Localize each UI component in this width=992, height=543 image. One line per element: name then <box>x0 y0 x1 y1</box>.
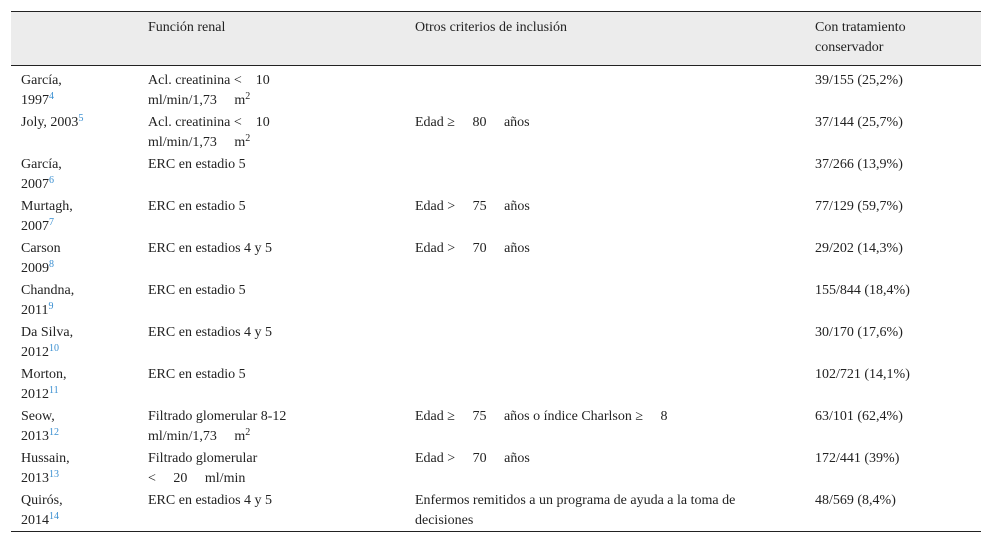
cell-tratamiento: 77/129 (59,7%) <box>815 199 903 214</box>
reference-link[interactable]: 9 <box>48 301 54 312</box>
cell-tratamiento: 29/202 (14,3%) <box>815 241 903 256</box>
study-name: Chandna, <box>21 283 75 298</box>
study-year: 2013 <box>21 471 49 486</box>
cell-tratamiento: 102/721 (14,1%) <box>815 367 910 382</box>
header-study <box>11 12 138 66</box>
otros-line1: Enfermos remitidos a un programa de ayuda a la toma de <box>415 493 736 508</box>
cell-otros-criterios <box>405 237 805 279</box>
study-name: Hussain, <box>21 451 70 466</box>
renal-line1: Filtrado glomerular <box>148 451 258 466</box>
inclusion-criteria-table-wrap <box>11 11 981 532</box>
header-tratamiento-conservador <box>805 12 981 66</box>
reference-link[interactable]: 5 <box>78 113 84 124</box>
study-name: García, <box>21 157 62 172</box>
header-funcion-renal: Función renal <box>138 12 405 66</box>
study-year: 2012 <box>21 345 49 360</box>
renal-line1: ERC en estadio 5 <box>148 283 246 298</box>
renal-line1: ERC en estadios 4 y 5 <box>148 325 273 340</box>
cell-otros-criterios <box>405 447 805 489</box>
cell-tratamiento: 37/266 (13,9%) <box>815 157 903 172</box>
unit-superscript: 2 <box>245 427 251 438</box>
renal-line2: ml/min/1,73 m <box>148 429 246 444</box>
study-year: 2011 <box>21 303 49 318</box>
cell-otros-criterios <box>405 363 805 405</box>
study-name: Joly, 2003 <box>21 115 79 130</box>
cell-otros-criterios <box>405 153 805 195</box>
renal-line1: Acl. creatinina < 10 <box>148 115 270 130</box>
cell-funcion-renal <box>138 195 405 237</box>
study-name: Da Silva, <box>21 325 74 340</box>
reference-link[interactable]: 4 <box>49 91 54 102</box>
reference-link[interactable]: 11 <box>49 385 59 396</box>
cell-study <box>11 237 138 279</box>
reference-link[interactable]: 13 <box>49 469 59 480</box>
study-year: 2014 <box>21 513 49 528</box>
cell-funcion-renal <box>138 405 405 447</box>
cell-otros-criterios <box>405 66 805 112</box>
renal-line1: ERC en estadio 5 <box>148 367 246 382</box>
unit-superscript: 2 <box>245 91 251 102</box>
cell-tratamiento: 63/101 (62,4%) <box>815 409 903 424</box>
reference-link[interactable]: 6 <box>49 175 54 186</box>
table-row <box>11 279 981 321</box>
cell-study <box>11 279 138 321</box>
study-name: Morton, <box>21 367 67 382</box>
header-row <box>11 12 981 66</box>
cell-tratamiento: 30/170 (17,6%) <box>815 325 903 340</box>
cell-otros-criterios <box>405 111 805 153</box>
header-tratamiento-line1: Con tratamiento <box>815 20 906 35</box>
cell-tratamiento: 172/441 (39%) <box>815 451 900 466</box>
cell-study <box>11 153 138 195</box>
cell-otros-criterios <box>405 195 805 237</box>
table-row <box>11 111 981 153</box>
renal-line1: Filtrado glomerular 8-12 <box>148 409 287 424</box>
cell-funcion-renal <box>138 489 405 532</box>
cell-funcion-renal <box>138 321 405 363</box>
otros-line1: Edad > 70 años <box>415 451 530 466</box>
renal-line1: ERC en estadio 5 <box>148 199 246 214</box>
cell-study <box>11 195 138 237</box>
renal-line1: Acl. creatinina < 10 <box>148 73 270 88</box>
study-name: Seow, <box>21 409 55 424</box>
study-year: 1997 <box>21 93 49 108</box>
study-name: García, <box>21 73 62 88</box>
cell-otros-criterios <box>405 489 805 532</box>
cell-study <box>11 363 138 405</box>
table-row <box>11 447 981 489</box>
cell-study <box>11 489 138 532</box>
otros-line1: Edad ≥ 75 años o índice Charlson ≥ 8 <box>415 409 668 424</box>
cell-tratamiento: 155/844 (18,4%) <box>815 283 910 298</box>
table-row <box>11 489 981 532</box>
reference-link[interactable]: 12 <box>49 427 59 438</box>
table-row <box>11 321 981 363</box>
table-row <box>11 195 981 237</box>
reference-link[interactable]: 14 <box>49 511 59 522</box>
table-row <box>11 66 981 112</box>
cell-funcion-renal <box>138 66 405 112</box>
renal-line2: < 20 ml/min <box>148 471 246 486</box>
study-name: Quirós, <box>21 493 63 508</box>
cell-tratamiento: 39/155 (25,2%) <box>815 73 903 88</box>
study-name: Murtagh, <box>21 199 73 214</box>
cell-study <box>11 66 138 112</box>
cell-study <box>11 321 138 363</box>
otros-line2: decisiones <box>415 513 474 528</box>
cell-tratamiento: 48/569 (8,4%) <box>805 489 981 532</box>
cell-funcion-renal <box>138 279 405 321</box>
table-row <box>11 363 981 405</box>
table-row <box>11 153 981 195</box>
renal-line2: ml/min/1,73 m <box>148 135 246 150</box>
header-otros-criterios: Otros criterios de inclusión <box>405 12 805 66</box>
renal-line1: ERC en estadios 4 y 5 <box>148 493 273 508</box>
renal-line2: ml/min/1,73 m <box>148 93 246 108</box>
reference-link[interactable]: 8 <box>49 259 54 270</box>
reference-link[interactable]: 7 <box>49 217 54 228</box>
cell-study <box>11 405 138 447</box>
cell-funcion-renal <box>138 447 405 489</box>
cell-study <box>11 111 138 153</box>
cell-funcion-renal <box>138 237 405 279</box>
cell-otros-criterios <box>405 405 805 447</box>
study-year: 2012 <box>21 387 49 402</box>
cell-tratamiento: 37/144 (25,7%) <box>815 115 903 130</box>
renal-line1: ERC en estadio 5 <box>148 157 246 172</box>
study-name: Carson <box>21 241 61 256</box>
cell-study <box>11 447 138 489</box>
otros-line1: Edad > 75 años <box>415 199 530 214</box>
cell-funcion-renal <box>138 111 405 153</box>
table-body <box>11 66 981 532</box>
otros-line1: Edad ≥ 80 años <box>415 115 530 130</box>
cell-funcion-renal <box>138 153 405 195</box>
otros-line1: Edad > 70 años <box>415 241 530 256</box>
table-row <box>11 237 981 279</box>
study-year: 2013 <box>21 429 49 444</box>
reference-link[interactable]: 10 <box>49 343 59 354</box>
cell-funcion-renal <box>138 363 405 405</box>
unit-superscript: 2 <box>245 133 251 144</box>
header-tratamiento-line2: conservador <box>815 40 884 55</box>
cell-otros-criterios <box>405 279 805 321</box>
renal-line1: ERC en estadios 4 y 5 <box>148 241 273 256</box>
study-year: 2007 <box>21 177 49 192</box>
inclusion-criteria-table <box>11 11 981 532</box>
study-year: 2009 <box>21 261 49 276</box>
study-year: 2007 <box>21 219 49 234</box>
cell-otros-criterios <box>405 321 805 363</box>
table-row <box>11 405 981 447</box>
